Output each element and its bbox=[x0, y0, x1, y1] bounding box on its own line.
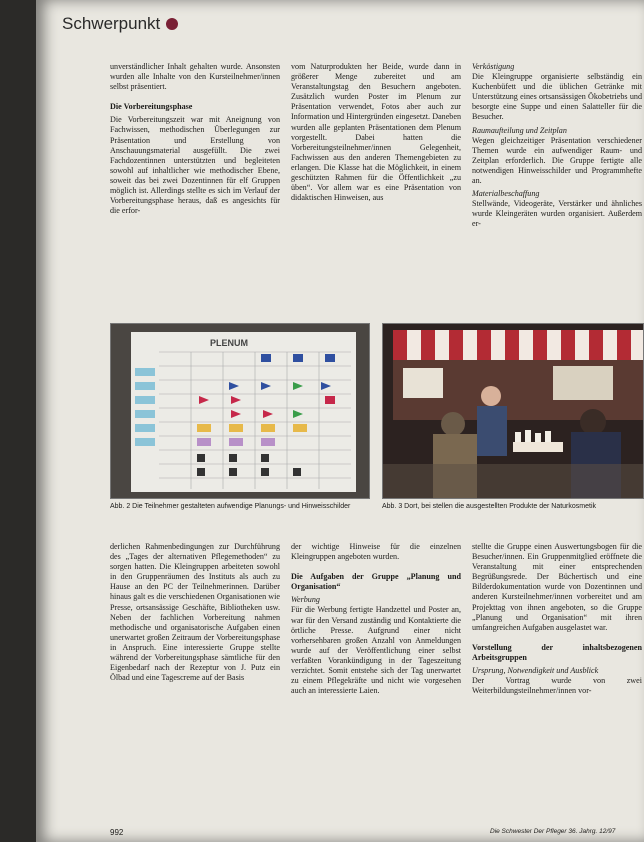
paragraph: Die Vorbereitungszeit war mit Aneignung von Fachwissen, methodischen Überlegungen zur Präsentation und Erstellung von Anschauungsmaterial ausgefüllt. Die zwei Fachdozentinnen unterstützten und begleiteten sowohl auf inhaltlicher wie methodischer Ebene, soweit das bei zwei Dozentinnen für elf Gruppen möglich ist. Allerdings stellte es sich im Verlauf der Vorbereitungsphase heraus, daß es angesichts für die erfor- bbox=[110, 115, 280, 216]
planning-board-image bbox=[111, 324, 369, 498]
heading: Die Aufgaben der Gruppe „Planung und Organisation“ bbox=[291, 572, 461, 592]
paragraph: stellte die Gruppe einen Auswertungsbogen für die Besucher/innen. Ein Gruppenmitglied eröffnete die Veranstaltung mit einer entsprechenden Begrüßungsrede. Der Büchertisch und eine Bilderdokumentation wurde von Dozentinnen und anderen Kursteilnehmer/innen vorbereitet und am Projekttag von ihnen angeboten, so die Gruppe „Planung und Organisation“ mit ihren umfangreichen Aufgaben ausgelastet war. bbox=[472, 542, 642, 632]
column-3-bottom bbox=[472, 542, 642, 696]
column-1-bottom bbox=[110, 542, 280, 683]
paragraph: unverständlicher Inhalt gehalten wurde. Ansonsten wurden alle Inhalte von den Kursteilnehmer/innen selbst präsentiert. bbox=[110, 62, 280, 92]
subheading: Werbung bbox=[291, 595, 320, 605]
photo-planning-board bbox=[110, 323, 370, 499]
photo-caption-1: Abb. 2 Die Teilnehmer gestalteten aufwendige Planungs- und Hinweisschilder bbox=[110, 503, 351, 510]
column-2-bottom bbox=[291, 542, 461, 696]
photo-product-booth bbox=[382, 323, 644, 499]
subheading: Materialbeschaffung bbox=[472, 189, 540, 199]
paragraph: Der Vortrag wurde von zwei Weiterbildungsteilnehmer/innen vor- bbox=[472, 676, 642, 696]
section-dot-icon bbox=[166, 18, 178, 30]
board-title: PLENUM bbox=[210, 338, 248, 348]
subheading: Ursprung, Notwendigkeit und Ausblick bbox=[472, 666, 599, 676]
subheading: Raumaufteilung und Zeitplan bbox=[472, 125, 567, 135]
column-2-top bbox=[291, 62, 461, 203]
paragraph: Für die Werbung fertigte Handzettel und Poster an, war für den Versand zuständig und Kontaktierte die örtliche Presse. Aufgrund einer nicht vorhersehbaren großen Anzahl von Anmeldungen wurde auf der Veröffentlichung einer selbst verfaßten Vorankündigung in der Tageszeitung verzichtet. Somit entstehe sich der Tag unerwartet zu einem Pflegekräfte und nicht wie vorgesehen auch an interessierte Laien. bbox=[291, 605, 461, 696]
paragraph: vom Naturprodukten her Beide, wurde dann in größerer Menge zubereitet und am Veranstaltungstag den Besuchern angeboten. Zusätzlich wurden Poster im Plenum zur Präsentation verwendet, Fotos aber auch zur Information und Hintergründen eingesetzt. Daneben wurden alle geplanten Präsentationen dem Plenum vorgestellt. Dabei hatten die Vorbereitungsteilnehmer/innen Gelegenheit, Fachwissen aus den anderen Themengebieten zu erlangen. Die Klasse hat die Möglichkeit, in einem geschützten Rahmen für die Öffentlichkeit „zu üben“. Vor allem war es eine Präsentation von didaktischen Hinweisen, aus bbox=[291, 62, 461, 203]
column-3-top bbox=[472, 62, 642, 230]
section-header bbox=[62, 14, 178, 34]
paragraph: Stellwände, Videogeräte, Verstärker und ähnliches wurde Kleingeräten wurden organisiert. Außerdem er- bbox=[472, 199, 642, 229]
heading: Vorstellung der inhaltsbezogenen Arbeitsgruppen bbox=[472, 642, 642, 662]
product-booth-image bbox=[383, 324, 643, 498]
paragraph: Wegen gleichzeitiger Präsentation verschiedener Themen wurde ein aufwendiger Raum- und Zeitplan erforderlich. Die Gruppe fertigte alle notwendigen Hinweisschilder und Programmhefte an. bbox=[472, 135, 642, 186]
heading: Die Vorbereitungsphase bbox=[110, 102, 193, 112]
photo-caption-2: Abb. 3 Dort, bei stellen die ausgestellten Produkte der Naturkosmetik bbox=[382, 503, 597, 510]
paragraph: Die Kleingruppe organisierte selbständig ein Kuchenbüfett und die üblichen Getränke mit Unterstützung eines ortsansässigen Ökobetriebs und besorgte eine Suppe und einen Salatteller für die Besucher. bbox=[472, 72, 642, 122]
section-title: Schwerpunkt bbox=[62, 14, 161, 33]
page-number: 992 bbox=[110, 828, 124, 837]
paragraph: der wichtige Hinweise für die einzelnen Kleingruppen angeboten wurden. bbox=[291, 542, 461, 562]
column-1-top bbox=[110, 62, 280, 216]
journal-reference: Die Schwester Der Pfleger 36. Jahrg. 12/97 bbox=[490, 828, 616, 835]
paragraph: derlichen Rahmenbedingungen zur Durchführung des „Tages der alternativen Pflegemethoden“ zu sorgen hatten. Die Kleingruppen arbeiteten sowohl in den Gruppenräumen des Instituts als auch zu Hause an den PC der Teilnehmerinnen. Darüber hinaus galt es die verschiedenen Organisationen wie Presse, ortsansässige Geschäfte, Bibliotheken usw. Neben der fachlichen Vorbereitung nahmen methodische und organisatorische Aufgaben einen unerwartet großen Zeitraum der Vorbereitungsphase in Anspruch. Eine interessierte Gruppe stellte während der Vorbereitungsphase sämtliche für den Eigenbedarf nach der Rezeptur von J. Putz ein Ölbad und eine Tagescreme auf der Basis bbox=[110, 542, 280, 683]
subheading: Verköstigung bbox=[472, 62, 515, 71]
